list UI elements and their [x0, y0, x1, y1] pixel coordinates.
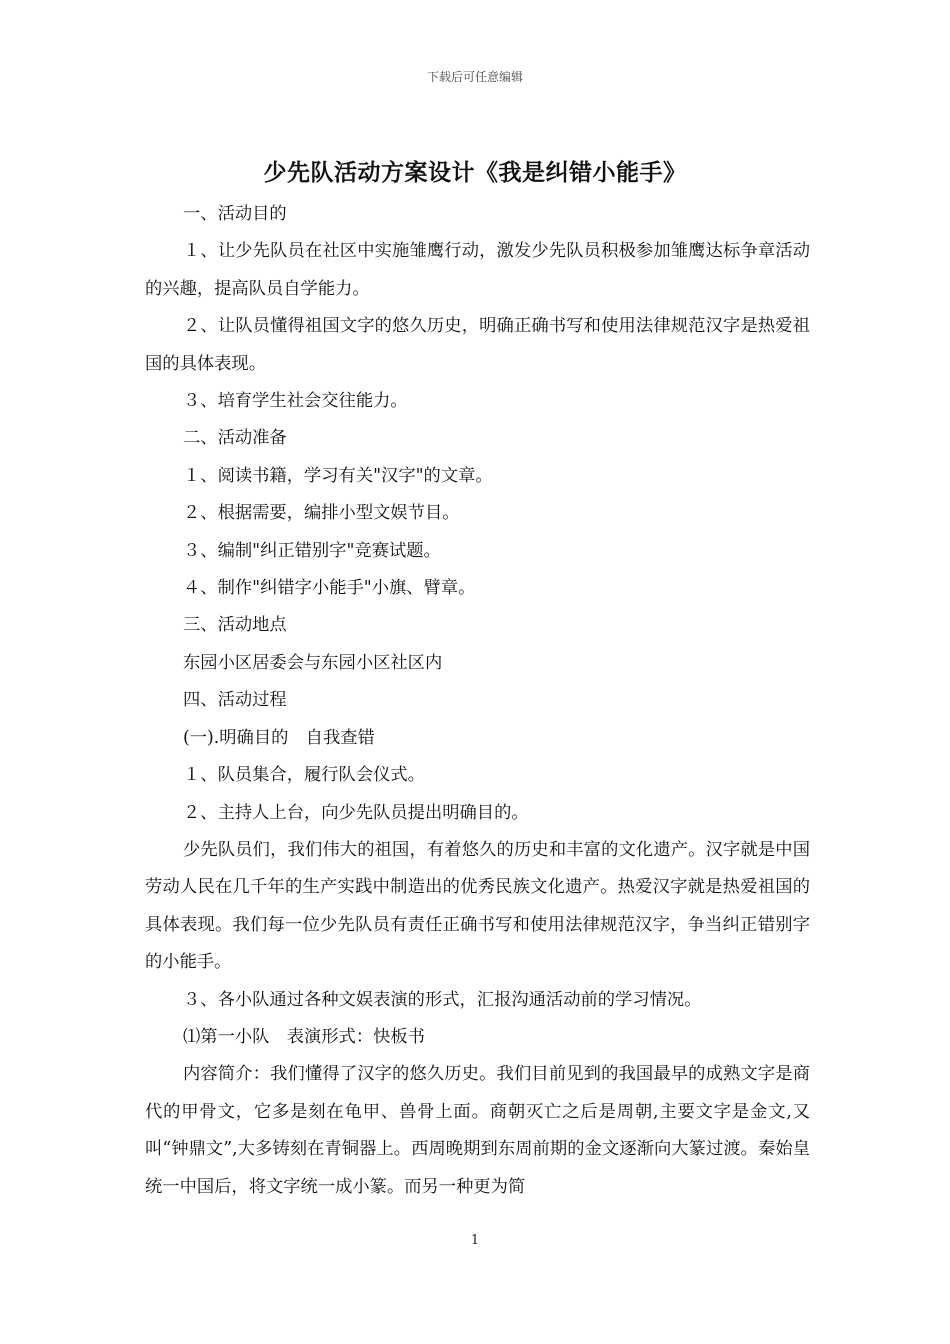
section-heading-goals: 一、活动目的 — [183, 204, 287, 224]
goal-item-3: ３、培育学生社会交往能力。 — [183, 391, 408, 412]
section-heading-process: 四、活动过程 — [183, 690, 287, 711]
goal-item-1: １、让少先队员在社区中实施雏鹰行动，激发少先队员积极参加雏鹰达标争章活动的兴趣，提高队员自学能力。 — [145, 241, 810, 299]
process-item-1: １、队员集合，履行队会仪式。 — [183, 765, 425, 786]
preparation-item-1: １、阅读书籍，学习有关"汉字"的文章。 — [183, 465, 493, 486]
process-item-2: ２、主持人上台，向少先队员提出明确目的。 — [183, 802, 529, 823]
content-summary-paragraph: 内容简介：我们懂得了汉字的悠久历史。我们目前见到的我国最早的成熟文字是商代的甲骨文，它多是刻在龟甲、兽骨上面。商朝灭亡之后是周朝,主要文字是金文,又叫“钟鼎文”,大多铸刻在青铜器上。西周晚期到东周前期的金文逐渐向大篆过渡。秦始皇统一中国后，将文字统一成小篆。而另一种更为简 — [145, 1064, 810, 1197]
preparation-item-2: ２、根据需要，编排小型文娱节目。 — [183, 503, 460, 524]
page-number: 1 — [470, 1233, 480, 1248]
document-body — [145, 196, 810, 1206]
process-subheading-1: (一).明确目的 自我查错 — [183, 727, 375, 748]
section-heading-preparation: 二、活动准备 — [183, 428, 287, 449]
header-note: 下载后可任意编辑 — [426, 70, 523, 84]
host-speech-paragraph: 少先队员们，我们伟大的祖国，有着悠久的历史和丰富的文化遗产。汉字就是中国劳动人民在几千年的生产实践中制造出的优秀民族文化遗产。热爱汉字就是热爱祖国的具体表现。我们每一位少先队员有责任正确书写和使用法律规范汉字，争当纠正错别字的小能手。 — [145, 839, 810, 973]
preparation-item-3: ３、编制"纠正错别字"竞赛试题。 — [183, 540, 441, 561]
document-title: 少先队活动方案设计《我是纠错小能手》 — [263, 159, 687, 186]
process-item-3: ３、各小队通过各种文娱表演的形式，汇报沟通活动前的学习情况。 — [183, 989, 702, 1010]
goal-item-2: ２、让队员懂得祖国文字的悠久历史，明确正确书写和使用法律规范汉字是热爱祖国的具体表现。 — [145, 316, 810, 374]
team-one-performance: ⑴第一小队 表演形式：快板书 — [183, 1026, 425, 1047]
section-heading-location: 三、活动地点 — [183, 615, 287, 636]
preparation-item-4: ４、制作"纠错字小能手"小旗、臂章。 — [183, 578, 476, 599]
location-text: 东园小区居委会与东园小区社区内 — [183, 652, 443, 673]
